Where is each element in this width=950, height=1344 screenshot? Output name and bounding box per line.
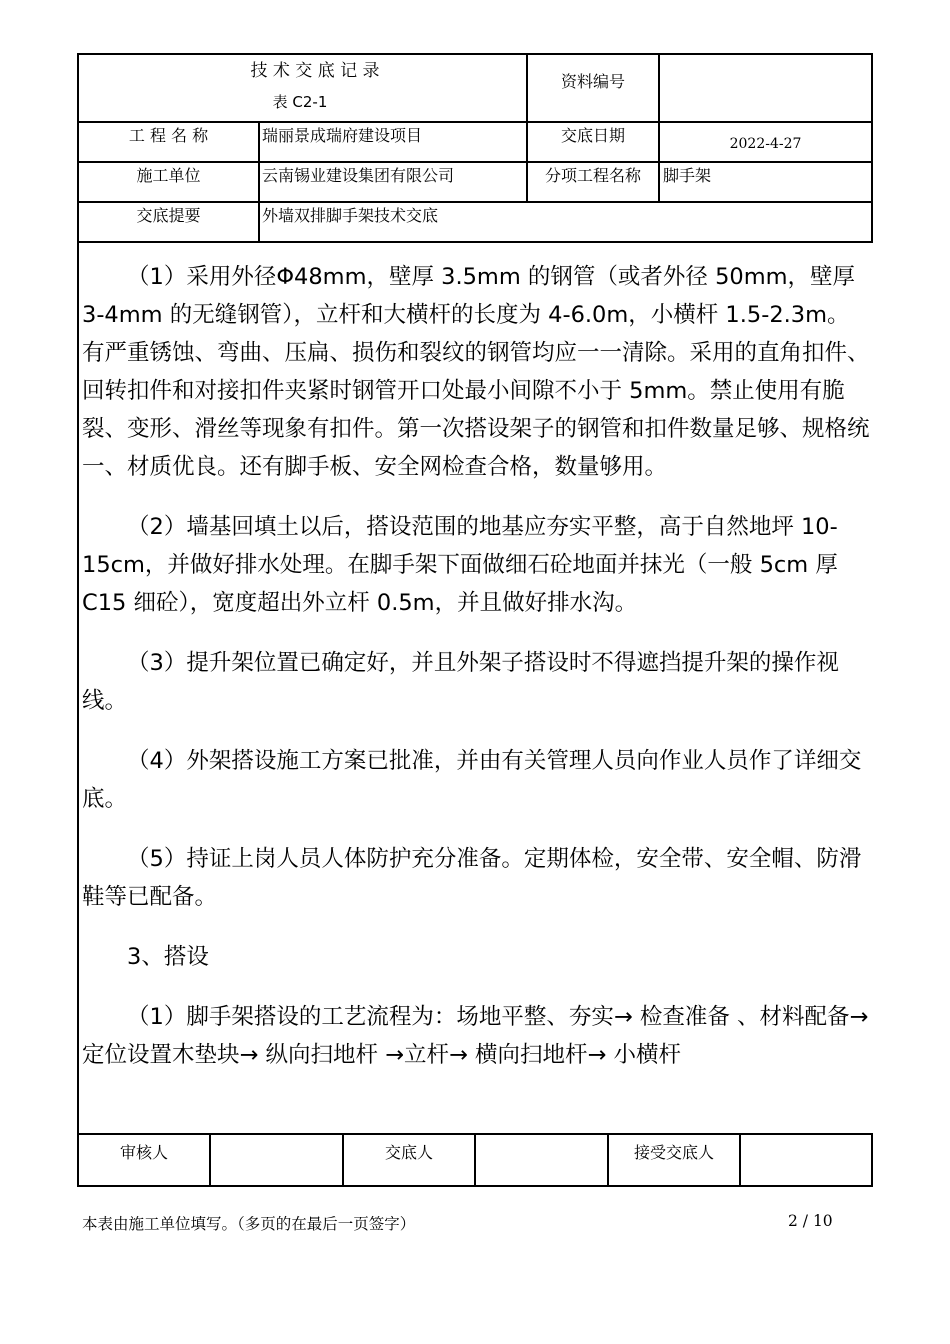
header-row-divider-3: [77, 201, 873, 203]
header-col-divider-3: [658, 53, 660, 203]
footer-note: 本表由施工单位填写。（多页的在最后一页签字）: [82, 1215, 416, 1233]
summary-label: 交底提要: [136, 206, 201, 225]
disclosure-body: [82, 258, 870, 1096]
contractor-value: 云南锡业建设集团有限公司: [262, 166, 455, 185]
date-value: 2022-4-27: [729, 136, 802, 152]
paragraph-1: （1）采用外径Φ48mm，壁厚 3.5mm 的钢管（或者外径 50mm，壁厚 3-4mm 的无缝钢管），立杆和大横杆的长度为 4-6.0m，小横杆 1.5-2.3m。有严重锈蚀、弯曲、压扁、损伤和裂纹的钢管均应一一清除。采用的直角扣件、回转扣件和对接扣件夹紧时钢管开口处最小间隙不小于 5mm。禁止使用有脆裂、变形、滑丝等现象有扣件。第一次搭设架子的钢管和扣件数量足够、规格统一、材质优良。还有脚手板、安全网检查合格，数量够用。: [82, 264, 870, 480]
header-col-divider-1: [258, 121, 260, 243]
paragraph-6: （1）脚手架搭设的工艺流程为：场地平整、夯实→ 检查准备 、材料配备→ 定位设置木垫块→ 纵向扫地杆 →立杆→ 横向扫地杆→ 小横杆: [82, 1004, 869, 1068]
paragraph-5: （5）持证上岗人员人体防护充分准备。定期体检，安全带、安全帽、防滑鞋等已配备。: [82, 846, 862, 910]
summary-value: 外墙双排脚手架技术交底: [262, 206, 439, 225]
receiver-label: 接受交底人: [633, 1143, 714, 1162]
doc-no-label: 资料编号: [560, 72, 625, 91]
date-label: 交底日期: [560, 126, 625, 145]
frame-top-border: [77, 53, 873, 55]
header-bottom-border: [77, 241, 873, 243]
reviewer-label: 审核人: [119, 1143, 168, 1162]
frame-right-border-bottom: [871, 1133, 873, 1187]
paragraph-3: （3）提升架位置已确定好，并且外架子搭设时不得遮挡提升架的操作视线。: [82, 650, 839, 714]
header-row-divider-1: [77, 121, 873, 123]
form-title: 技 术 交 底 记 录: [250, 61, 380, 81]
sub-project-value: 脚手架: [663, 166, 712, 185]
form-number: 表 C2-1: [272, 93, 328, 111]
signature-col-divider-3: [474, 1133, 476, 1187]
project-name-label: 工 程 名 称: [128, 126, 209, 145]
signature-col-divider-1: [209, 1133, 211, 1187]
section-heading-3: 3、搭设: [127, 944, 209, 970]
presenter-label: 交底人: [384, 1143, 433, 1162]
signature-col-divider-5: [739, 1133, 741, 1187]
project-name-value: 瑞丽景成瑞府建设项目: [262, 126, 423, 145]
frame-right-border: [871, 53, 873, 243]
contractor-label: 施工单位: [136, 166, 201, 185]
paragraph-4: （4）外架搭设施工方案已批准，并由有关管理人员向作业人员作了详细交底。: [82, 748, 862, 812]
sub-project-label: 分项工程名称: [544, 166, 641, 185]
page-number: 2 / 10: [788, 1212, 833, 1230]
paragraph-2: （2）墙基回填土以后，搭设范围的地基应夯实平整，高于自然地坪 10-15cm，并做好排水处理。在脚手架下面做细石砼地面并抹光（一般 5cm 厚 C15 细砼），宽度超出外立杆 0.5m，并且做好排水沟。: [82, 514, 838, 616]
header-row-divider-2: [77, 161, 873, 163]
